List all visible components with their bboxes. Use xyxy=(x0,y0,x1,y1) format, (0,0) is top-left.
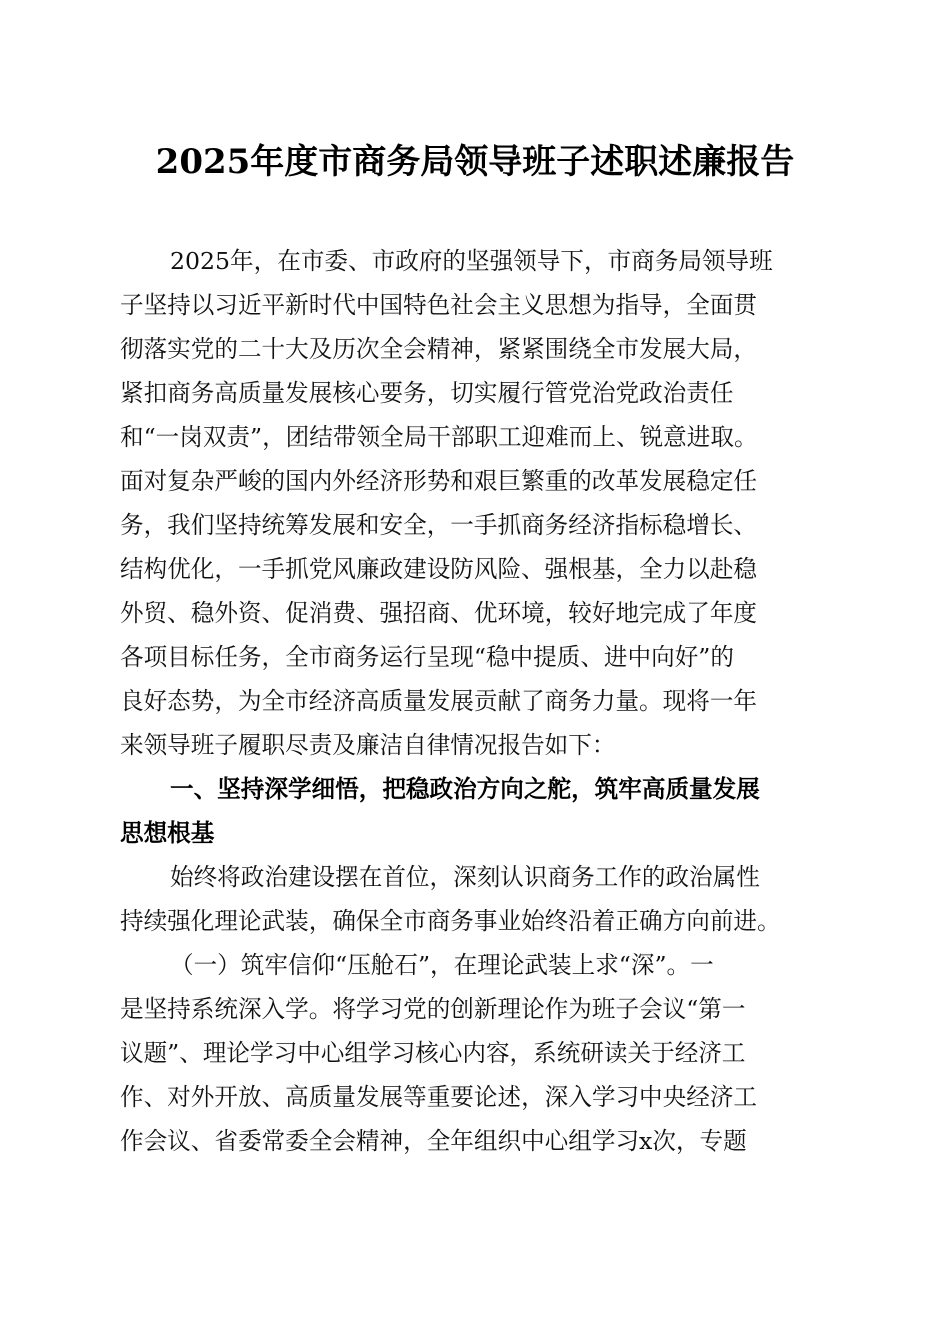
paragraph-line: 是坚持系统深入学。将学习党的创新理论作为班子会议“第一 xyxy=(120,995,746,1023)
paragraph-line: 议题”、理论学习中心组学习核心内容，系统研读关于经济工 xyxy=(120,1039,746,1067)
paragraph-line: 彻落实党的二十大及历次全会精神，紧紧围绕全市发展大局， xyxy=(120,335,758,363)
paragraph-line: 2025年，在市委、市政府的坚强领导下，市商务局领导班 xyxy=(170,247,773,275)
paragraph-line: 各项目标任务，全市商务运行呈现“稳中提质、进中向好”的 xyxy=(120,643,734,671)
paragraph-line: 始终将政治建设摆在首位，深刻认识商务工作的政治属性 xyxy=(170,863,760,891)
paragraph-line: 务，我们坚持统筹发展和安全，一手抓商务经济指标稳增长、 xyxy=(120,511,758,539)
section-heading-line: 一、坚持深学细悟，把稳政治方向之舵，筑牢高质量发展 xyxy=(170,775,760,803)
paragraph-line: 外贸、稳外资、促消费、强招商、优环境，较好地完成了年度 xyxy=(120,599,758,627)
paragraph-line: 持续强化理论武装，确保全市商务事业始终沿着正确方向前进。 xyxy=(120,907,781,935)
paragraph-line: 子坚持以习近平新时代中国特色社会主义思想为指导，全面贯 xyxy=(120,291,758,319)
paragraph-line: 良好态势，为全市经济高质量发展贡献了商务力量。现将一年 xyxy=(120,687,758,715)
paragraph-line: 结构优化，一手抓党风廉政建设防风险、强根基，全力以赴稳 xyxy=(120,555,758,583)
paragraph-line: 作会议、省委常委全会精神，全年组织中心组学习x次，专题 xyxy=(120,1127,747,1155)
paragraph-line: 面对复杂严峻的国内外经济形势和艰巨繁重的改革发展稳定任 xyxy=(120,467,758,495)
paragraph-line: 紧扣商务高质量发展核心要务，切实履行管党治党政治责任 xyxy=(120,379,734,407)
paragraph-line: 作、对外开放、高质量发展等重要论述，深入学习中央经济工 xyxy=(120,1083,758,1111)
section-heading-line: 思想根基 xyxy=(120,819,215,847)
document-title: 2025年度市商务局领导班子述职述廉报告 xyxy=(155,142,795,182)
paragraph-line: 和“一岗双责”，团结带领全局干部职工迎难而上、锐意进取。 xyxy=(120,423,758,451)
paragraph-line: （一）筑牢信仰“压舱石”，在理论武装上求“深”。一 xyxy=(170,951,714,979)
paragraph-line: 来领导班子履职尽责及廉洁自律情况报告如下： xyxy=(120,731,616,759)
